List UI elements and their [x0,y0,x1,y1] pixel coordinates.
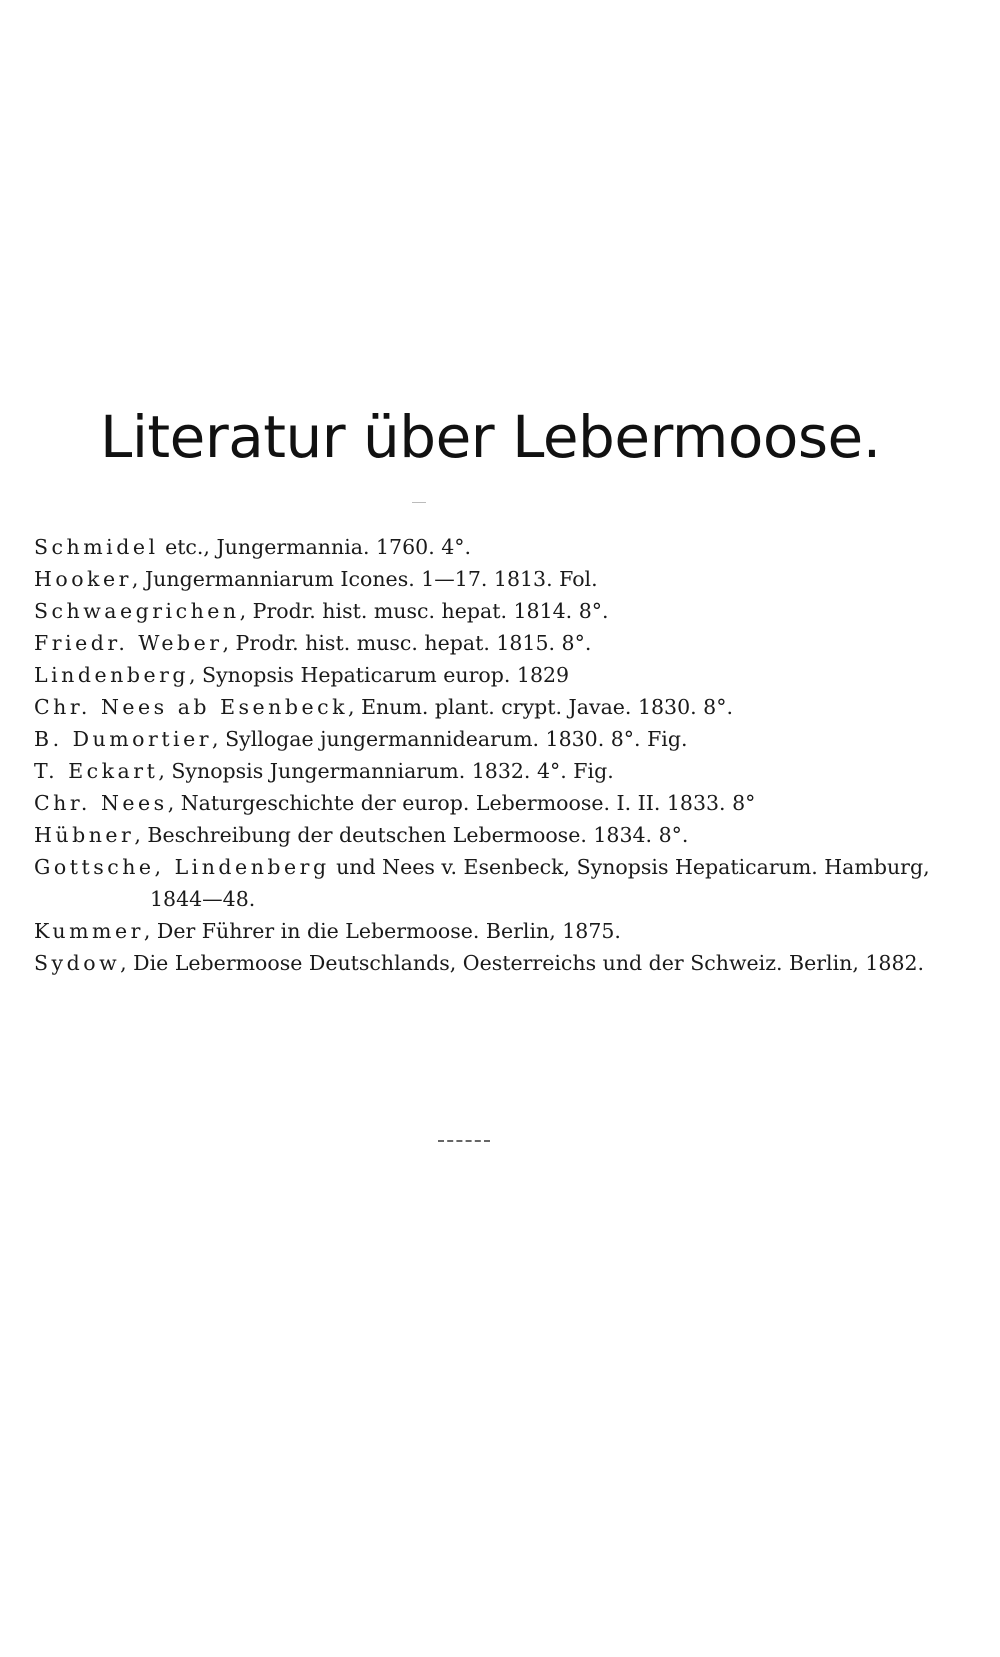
entry-author: Hooker [34,567,132,591]
entry-text: , Beschreibung der deutschen Lebermoose. 1834. 8°. [134,823,689,847]
entry-text: , Prodr. hist. musc. hepat. 1815. 8°. [222,631,592,655]
entry-author: Chr. Nees [34,791,168,815]
entry-author: Schmidel [34,535,159,559]
entry-author: B. Dumortier [34,727,213,751]
entry-text: , Prodr. hist. musc. hepat. 1814. 8°. [239,599,609,623]
entry-author: Kummer [34,919,144,943]
bibliography-entry [34,723,934,755]
bibliography-entry [34,563,934,595]
entry-text: und Nees v. Esenbeck, Synopsis Hepaticarum. Hamburg, 1844—48. [150,855,930,911]
entry-author: Lindenberg [34,663,190,687]
bibliography-entry [34,851,934,915]
title-separator [412,502,426,503]
entry-text: , Synopsis Jungermanniarum. 1832. 4°. Fig. [158,759,614,783]
entry-text: , Synopsis Hepaticarum europ. 1829 [189,663,570,687]
entry-text: etc., Jungermannia. 1760. 4°. [158,535,472,559]
entry-author: Friedr. Weber [34,631,223,655]
bibliography-entry [34,595,934,627]
bibliography-entry [34,787,934,819]
entry-author: Sydow [34,951,121,975]
entry-text: , Naturgeschichte der europ. Lebermoose. I. II. 1833. 8° [167,791,756,815]
page-title: Literatur über Lebermoose. [100,403,881,471]
end-separator [438,1140,490,1142]
entry-text: , Die Lebermoose Deutschlands, Oesterreichs und der Schweiz. Berlin, 1882. [120,951,925,975]
bibliography-entry [34,691,934,723]
entry-author: Gottsche, Lindenberg [34,855,330,879]
bibliography-entry [34,947,934,979]
bibliography-entry [34,755,934,787]
bibliography-entry [34,531,934,563]
entry-author: Schwaegrichen [34,599,240,623]
entry-text: , Enum. plant. crypt. Javae. 1830. 8°. [348,695,733,719]
bibliography-list [34,531,934,979]
bibliography-entry [34,627,934,659]
entry-text: , Syllogae jungermannidearum. 1830. 8°. Fig. [212,727,688,751]
entry-text: , Der Führer in die Lebermoose. Berlin, 1875. [143,919,621,943]
entry-author: Chr. Nees ab Esenbeck [34,695,349,719]
entry-text: , Jungermanniarum Icones. 1—17. 1813. Fol. [131,567,598,591]
entry-author: Hübner [34,823,135,847]
bibliography-entry [34,915,934,947]
bibliography-entry [34,659,934,691]
entry-author: T. Eckart [34,759,159,783]
bibliography-entry [34,819,934,851]
